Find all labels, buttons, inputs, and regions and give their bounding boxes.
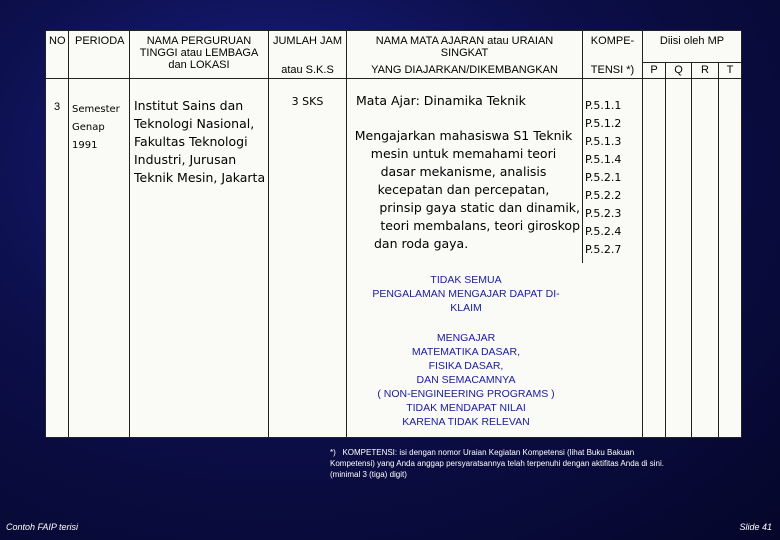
- row-institusi: Institut Sains dan Teknologi Nasional, Fakultas Teknologi Industri, Jurusan Teknik Mesin, Jakarta: [134, 98, 266, 185]
- header-kompetensi: KOMPE-: [590, 35, 635, 47]
- footer-caption: Contoh FAIP terisi: [6, 522, 79, 532]
- col-divider: [691, 62, 692, 437]
- header-periode: PERIODA: [75, 35, 125, 47]
- header-p: P: [650, 64, 658, 76]
- footnote-text-1: isi dengan nomor Uraian Kegiatan Kompetensi (lihat Buku Bakuan: [397, 448, 635, 457]
- footnote-text-2: Kompetensi) yang Anda anggap persyaratsannya telah terpenuhi dengan aktifitas Anda di sini.: [330, 459, 665, 468]
- row-periode: Semester Genap 1991: [72, 104, 120, 151]
- col-divider: [665, 62, 666, 437]
- note-mengajar: MENGAJAR MATEMATIKA DASAR, FISIKA DASAR, DAN SEMACAMNYA ( NON-ENGINEERING PROGRAMS ) TIDAK MENDAPAT NILAI KARENA TIDAK RELEVAN: [377, 332, 555, 428]
- row-no: 3: [54, 101, 61, 113]
- col-divider: [68, 31, 69, 437]
- header-jumlah-jam: JUMLAH JAM: [272, 35, 343, 47]
- faip-table: [45, 30, 742, 438]
- header-mata-ajaran: NAMA MATA AJARAN atau URAIAN SINGKAT YANG DIAJARKAN/DIKEMBANGKAN: [371, 35, 558, 76]
- row-uraian: Mengajarkan mahasiswa S1 Teknik mesin untuk memahami teori dasar mekanisme, analisis kecepatan dan percepatan, prinsip gaya static dan dinamik, teori membalans, teori giroskop dan roda gaya.: [354, 128, 580, 251]
- row-kompetensi: P.5.1.1 P.5.1.2 P.5.1.3 P.5.1.4 P.5.2.1 P.5.2.2 P.5.2.3 P.5.2.4 P.5.2.7: [585, 99, 622, 256]
- slide-number: Slide 41: [739, 522, 772, 532]
- header-jumlah-unit: atau S.K.S: [281, 64, 334, 76]
- col-divider: [268, 31, 269, 437]
- footnote-text-3: (minimal 3 (tiga) digit): [330, 470, 407, 479]
- footnote: [330, 447, 750, 480]
- header-kompetensi-2: TENSI *): [590, 64, 635, 76]
- header-divider: [46, 78, 741, 79]
- row-sks: 3 SKS: [291, 95, 324, 108]
- col-divider: [642, 31, 643, 437]
- note-tidak-semua: TIDAK SEMUA PENGALAMAN MENGAJAR DAPAT DI- KLAIM: [372, 274, 560, 314]
- header-r: R: [701, 64, 709, 76]
- col-divider: [129, 31, 130, 437]
- subheader-divider: [642, 62, 741, 63]
- header-no: NO: [49, 35, 66, 47]
- header-nama-pt: NAMA PERGURUAN TINGGI atau LEMBAGA dan LOKASI: [139, 35, 259, 71]
- footnote-label: KOMPETENSI:: [342, 448, 398, 457]
- footnote-marker: *): [330, 448, 336, 457]
- header-q: Q: [674, 64, 683, 76]
- row-mata-ajar: Mata Ajar: Dinamika Teknik: [356, 93, 526, 108]
- header-t: T: [726, 64, 734, 76]
- header-diisi-mp: Diisi oleh MP: [659, 35, 725, 47]
- col-divider: [718, 62, 719, 437]
